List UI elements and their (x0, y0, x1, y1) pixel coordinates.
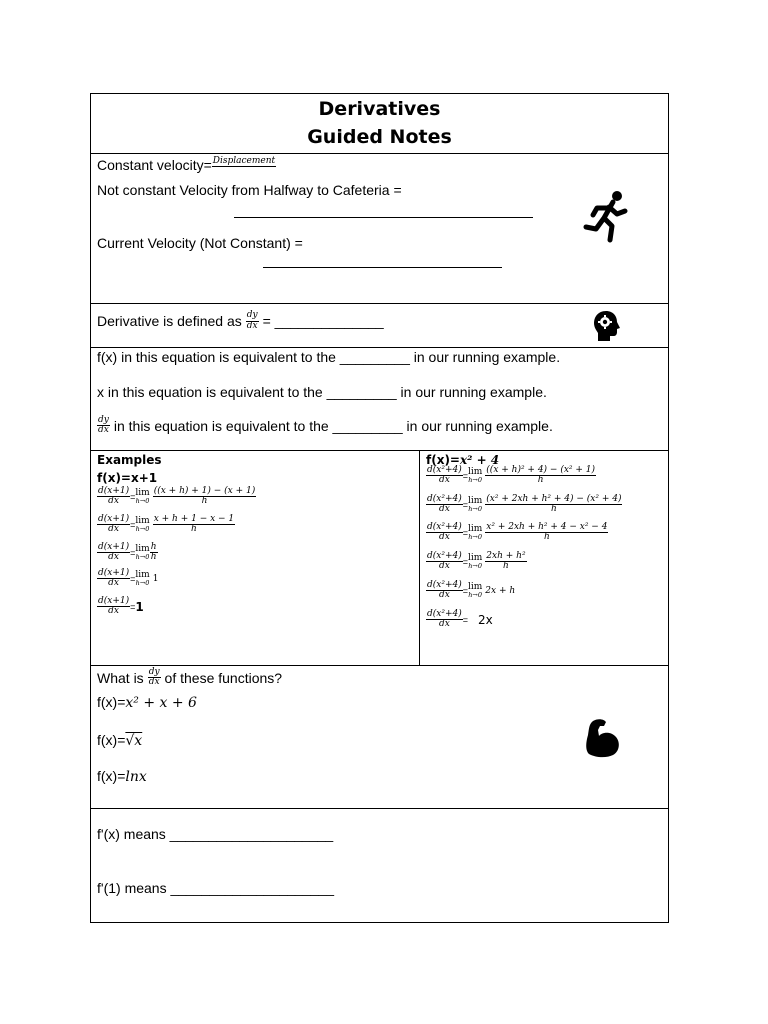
velocity-row (91, 154, 668, 304)
function-math: √x (125, 733, 143, 749)
limit-operator: lim h→0 (468, 496, 483, 514)
right-function-math: x² + 4 (459, 453, 500, 467)
derivative-fraction: $\frac{d(x+1)}{dx}$ (98, 596, 130, 617)
definition-row (91, 304, 668, 348)
title-row (91, 94, 668, 154)
left-final-step: $\frac{d(x+1)}{dx}$ = 1 (98, 596, 144, 617)
practice-function-1 (97, 694, 197, 711)
dydx-equivalent-text: in this equation is equivalent to the _________ in our running example. (113, 417, 553, 434)
not-constant-velocity-label: Not constant Velocity from Halfway to Cafeteria = (97, 182, 402, 198)
function-math: x² + x + 6 (125, 695, 197, 711)
derivative-definition-line (97, 306, 384, 336)
answer-blank (234, 217, 533, 218)
function-prefix: f(x)= (97, 732, 126, 748)
left-step-3: $\frac{d(x+1)}{dx}$ = lim h→0 $\frac{h}{h}$ (98, 542, 157, 563)
fprime-1-meaning: f'(1) means _____________________ (97, 880, 334, 896)
left-step-1: $\frac{d(x+1)}{dx}$ = lim h→0 $\frac{((x + h) + 1) - (x + 1)}{h}$ (98, 486, 256, 507)
dy-dx-fraction (97, 416, 110, 436)
fraction-numerator: dy (246, 310, 258, 321)
difference-quotient: $\frac{\text{2xh + h²}}{h}$ (486, 551, 526, 572)
practice-question (97, 668, 282, 688)
right-step-4: $\frac{\text{d(x²+4)}}{dx}$ = lim h→0 $\frac{\text{2xh + h²}}{h}$ (427, 551, 526, 572)
column-divider (419, 451, 420, 665)
answer-blank (263, 267, 502, 268)
difference-quotient: $\frac{((x + h) + 1) - (x + 1)}{h}$ (153, 486, 256, 507)
limit-operator: lim h→0 (468, 524, 483, 542)
difference-quotient: $\frac{h}{h}$ (150, 542, 157, 563)
title-line-2: Guided Notes (307, 126, 452, 148)
meanings-row (91, 809, 668, 922)
right-step-1: $\frac{\text{d(x²+4)}}{dx}$ = lim h→0 $\frac{\text{((x + h)² + 4) − (x² + 1)}}{h}$ (427, 465, 596, 486)
limit-operator: lim h→0 (468, 467, 483, 485)
fx-equivalent-line: f(x) in this equation is equivalent to the _________ in our running example. (97, 349, 561, 365)
right-step-2: $\frac{\text{d(x²+4)}}{dx}$ = lim h→0 $\frac{\text{(x² + 2xh + h² + 4) − (x² + 4)}}{h}$ (427, 494, 622, 515)
right-step-3: $\frac{\text{d(x²+4)}}{dx}$ = lim h→0 $\frac{\text{x² + 2xh + h² + 4 − x² − 4}}{h}$ (427, 522, 608, 543)
equivalents-row (91, 348, 668, 451)
x-equivalent-line: x in this equation is equivalent to the _________ in our running example. (97, 384, 547, 400)
dy-dx-fraction (246, 311, 259, 331)
practice-function-2 (97, 732, 142, 749)
derivative-fraction: $\frac{d(x+1)}{dx}$ (98, 542, 130, 563)
function-prefix: f(x)= (97, 694, 126, 710)
practice-function-3 (97, 768, 147, 785)
definition-prefix: Derivative is defined as (97, 313, 242, 329)
difference-quotient: $\frac{\text{x² + 2xh + h² + 4 − x² − 4}}{h}$ (486, 522, 608, 543)
limit-operator: lim h→0 (135, 570, 150, 588)
derivative-fraction: $\frac{\text{d(x²+4)}}{dx}$ (427, 609, 462, 630)
current-velocity-label: Current Velocity (Not Constant) = (97, 235, 303, 251)
fprime-x-meaning: f'(x) means _____________________ (97, 826, 334, 842)
difference-quotient: $\frac{\text{(x² + 2xh + h² + 4) − (x² + 4)}}{h}$ (486, 494, 622, 515)
limit-operator: lim h→0 (468, 553, 483, 571)
guided-notes-sheet (90, 93, 669, 923)
limit-operator: lim h→0 (135, 488, 150, 506)
fraction-denominator: dx (246, 320, 258, 331)
right-step-5: $\frac{\text{d(x²+4)}}{dx}$ = lim h→0 2x + h (427, 580, 516, 601)
left-function: f(x)=x+1 (97, 471, 158, 485)
running-person-icon (583, 190, 629, 244)
definition-suffix: = ______________ (262, 313, 384, 329)
head-gear-icon (593, 310, 621, 342)
derivative-fraction: $\frac{\text{d(x²+4)}}{dx}$ (427, 522, 462, 543)
right-final-answer: 2x (478, 612, 493, 627)
question-prefix: What is (97, 669, 144, 686)
derivative-fraction: $\frac{\text{d(x²+4)}}{dx}$ (427, 580, 462, 601)
constant-velocity-label: Constant velocity= (97, 157, 212, 174)
derivative-fraction: $\frac{d(x+1)}{dx}$ (98, 568, 130, 589)
fraction-numerator: Displacement (212, 156, 276, 166)
practice-row (91, 666, 668, 809)
function-prefix: f(x)= (97, 768, 126, 784)
examples-row (91, 451, 668, 666)
derivative-fraction: $\frac{\text{d(x²+4)}}{dx}$ (427, 494, 462, 515)
limit-operator: lim h→0 (135, 516, 150, 534)
fraction-numerator: dy (148, 667, 160, 677)
displacement-fraction (212, 157, 276, 173)
difference-quotient: $\frac{x + h + 1 - x - 1}{h}$ (153, 514, 235, 535)
dy-dx-fraction (148, 668, 161, 688)
derivative-fraction: $\frac{d(x+1)}{dx}$ (98, 486, 130, 507)
derivative-fraction: $\frac{\text{d(x²+4)}}{dx}$ (427, 551, 462, 572)
left-step-2: $\frac{d(x+1)}{dx}$ = lim h→0 $\frac{x + h + 1 - x - 1}{h}$ (98, 514, 235, 535)
examples-heading: Examples (97, 453, 162, 467)
difference-quotient: $\frac{\text{((x + h)² + 4) − (x² + 1)}}{h}$ (486, 465, 596, 486)
derivative-fraction: $\frac{\text{d(x²+4)}}{dx}$ (427, 465, 462, 486)
fraction-denominator: dx (148, 677, 160, 688)
left-step-4: $\frac{d(x+1)}{dx}$ = lim h→0 1 (98, 568, 159, 589)
question-suffix: of these functions? (164, 669, 283, 686)
title-line-1: Derivatives (318, 98, 441, 120)
fraction-numerator: dy (98, 415, 109, 425)
right-function-prefix: f(x)= (426, 453, 460, 467)
constant-velocity-line (97, 157, 276, 173)
right-final-step: $\frac{\text{d(x²+4)}}{dx}$ = 2x (427, 609, 493, 630)
flexed-arm-icon (584, 718, 622, 758)
limit-operator: lim h→0 (468, 582, 483, 600)
function-math: lnx (125, 769, 147, 785)
dydx-equivalent-line (97, 416, 553, 436)
fraction-denominator: dx (98, 425, 109, 436)
derivative-fraction: $\frac{d(x+1)}{dx}$ (98, 514, 130, 535)
limit-operator: lim h→0 (135, 544, 150, 562)
left-final-answer: 1 (135, 599, 144, 614)
